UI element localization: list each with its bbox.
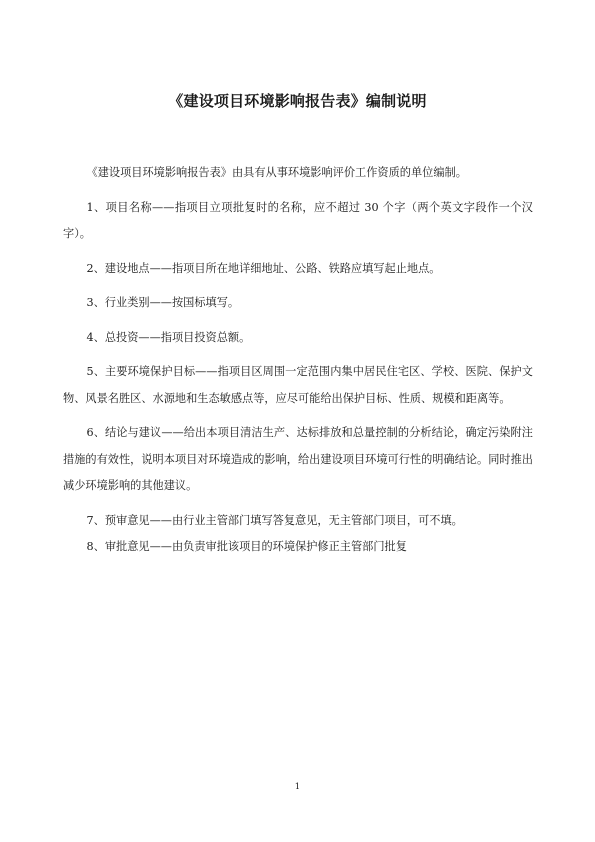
item-industry-category: 3、行业类别——按国标填写。: [86, 296, 240, 309]
document-body: [63, 160, 533, 561]
item-project-name: 1、项目名称——指项目立项批复时的名称，应不超过 30 个字（两个英文字段作一个汉字）。: [63, 200, 533, 240]
intro-paragraph: 《建设项目环境影响报告表》由具有从事环境影响评价工作资质的单位编制。: [86, 166, 467, 179]
document-title: 《建设项目环境影响报告表》编制说明: [168, 92, 427, 110]
item-protection-targets: 5、主要环境保护目标——指项目区周围一定范围内集中居民住宅区、学校、医院、保护文物、风景名胜区、水源地和生态敏感点等，应尽可能给出保护目标、性质、规模和距离等。: [63, 365, 533, 405]
item-approval-opinion: 8、审批意见——由负责审批该项目的环境保护修正主管部门批复: [86, 540, 407, 553]
item-total-investment: 4、总投资——指项目投资总额。: [86, 330, 251, 344]
item-pre-review-opinion: 7、预审意见——由行业主管部门填写答复意见，无主管部门项目，可不填。: [86, 513, 463, 527]
item-conclusions: 6、结论与建议——给出本项目清洁生产、达标排放和总量控制的分析结论，确定污染附注措施的有效性，说明本项目对环境造成的影响，给出建设项目环境可行性的明确结论。同时推出减少环境影响的其他建议。: [63, 426, 533, 492]
page-number: 1: [294, 782, 301, 792]
item-construction-site: 2、建设地点——指项目所在地详细地址、公路、铁路应填写起止地点。: [86, 261, 441, 275]
